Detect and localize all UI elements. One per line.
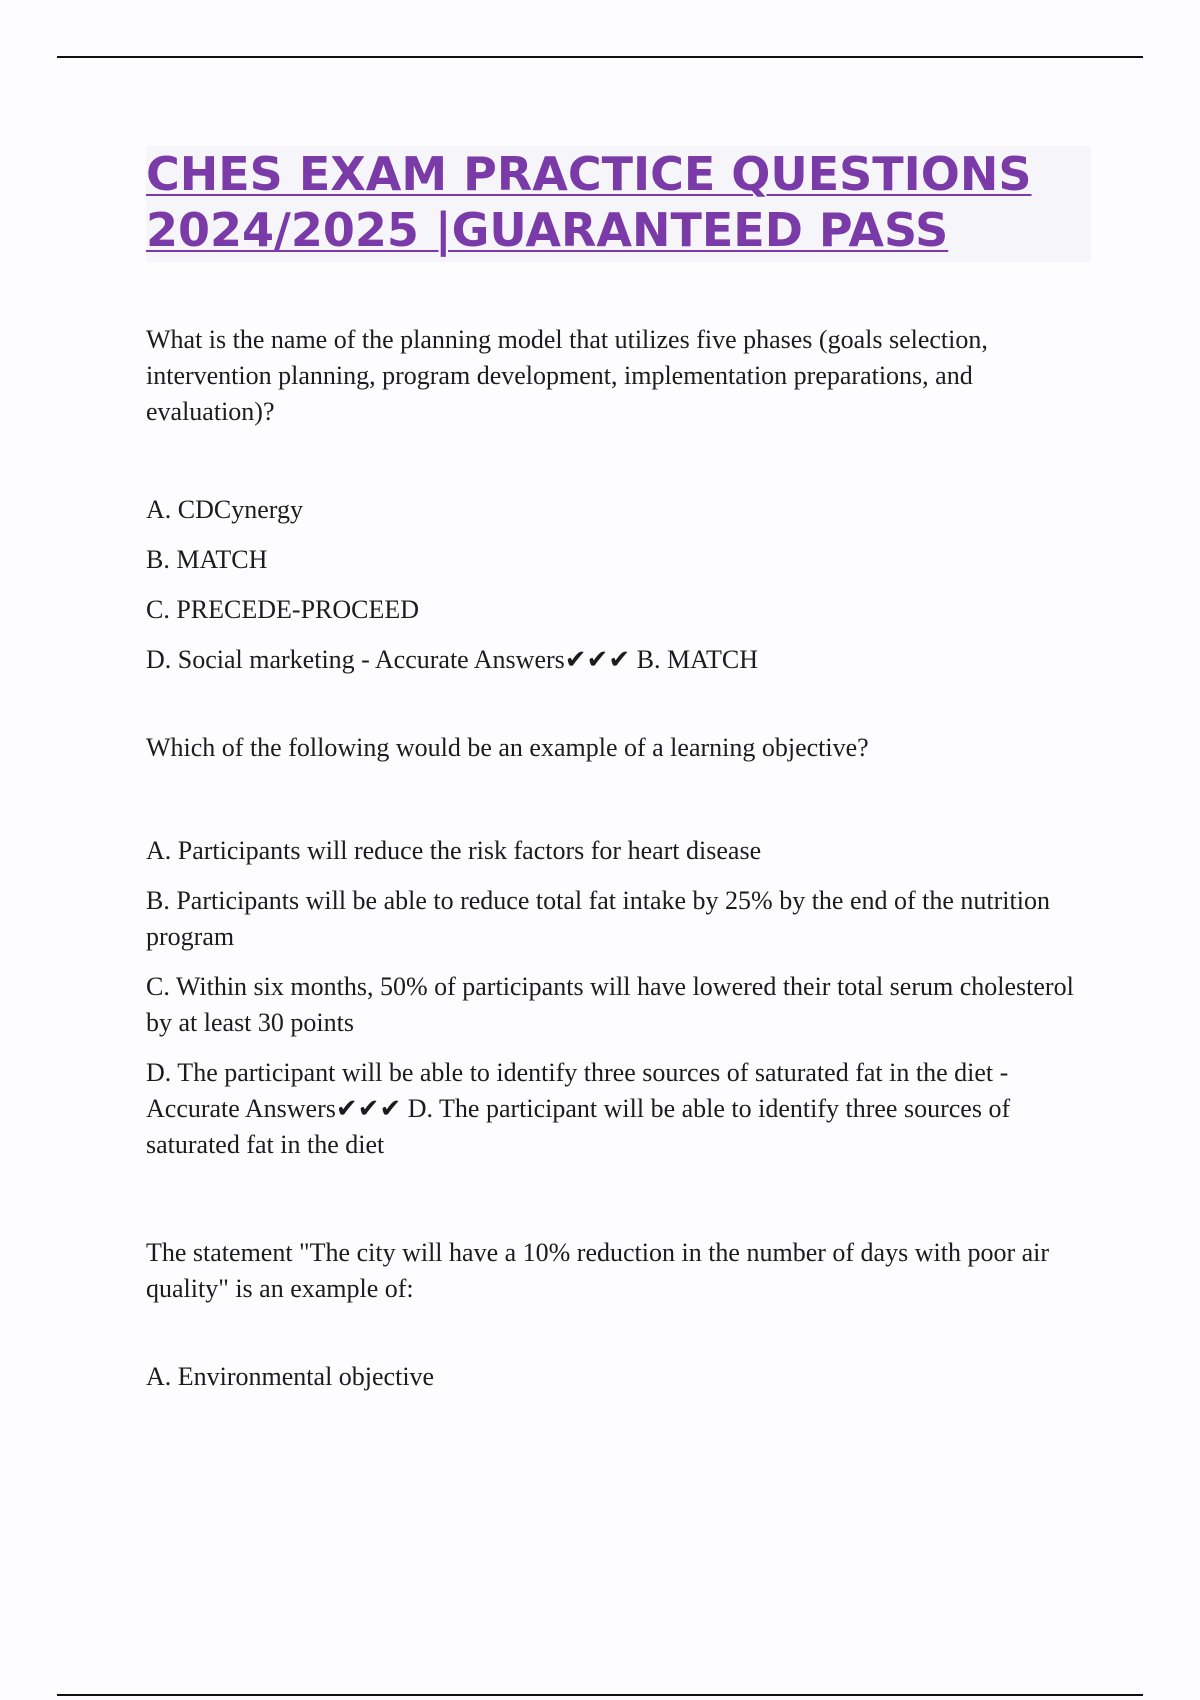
answer-option: A. Participants will reduce the risk factors for heart disease <box>146 836 762 865</box>
bottom-rule <box>57 1694 1143 1696</box>
answer-option: B. MATCH <box>146 545 268 574</box>
answer-option: A. CDCynergy <box>146 495 303 524</box>
page-content <box>146 146 1091 1409</box>
answer-option: C. Within six months, 50% of participants will have lowered their total serum cholesterol by at least 30 points <box>146 972 1074 1037</box>
question-block-3 <box>146 1235 1091 1395</box>
answer-option: D. The participant will be able to identify three sources of saturated fat in the diet - Accurate Answers✔✔✔ D. The participant will be able to identify three sources of saturated fat in the diet <box>146 1058 1011 1159</box>
title-line-1: CHES EXAM PRACTICE QUESTIONS <box>146 147 1032 201</box>
top-rule <box>57 56 1143 58</box>
question-text: Which of the following would be an example of a learning objective? <box>146 733 869 762</box>
answer-option: D. Social marketing - Accurate Answers✔✔✔ B. MATCH <box>146 645 758 674</box>
title-line-2: 2024/2025 |GUARANTEED PASS <box>146 203 949 257</box>
answer-option: C. PRECEDE-PROCEED <box>146 595 420 624</box>
title-block <box>146 146 1091 262</box>
answer-option: A. Environmental objective <box>146 1362 435 1391</box>
answer-options <box>146 833 1091 1163</box>
question-text: The statement "The city will have a 10% reduction in the number of days with poor air quality" is an example of: <box>146 1238 1050 1303</box>
answer-option: B. Participants will be able to reduce total fat intake by 25% by the end of the nutrition program <box>146 886 1050 951</box>
question-block-2 <box>146 730 1091 1163</box>
question-block-1 <box>146 322 1091 678</box>
document-title <box>146 146 1091 258</box>
answer-options <box>146 1359 1091 1395</box>
question-text: What is the name of the planning model that utilizes five phases (goals selection, intervention planning, program development, implementation preparations, and evaluation)? <box>146 325 988 426</box>
answer-options <box>146 492 1091 678</box>
